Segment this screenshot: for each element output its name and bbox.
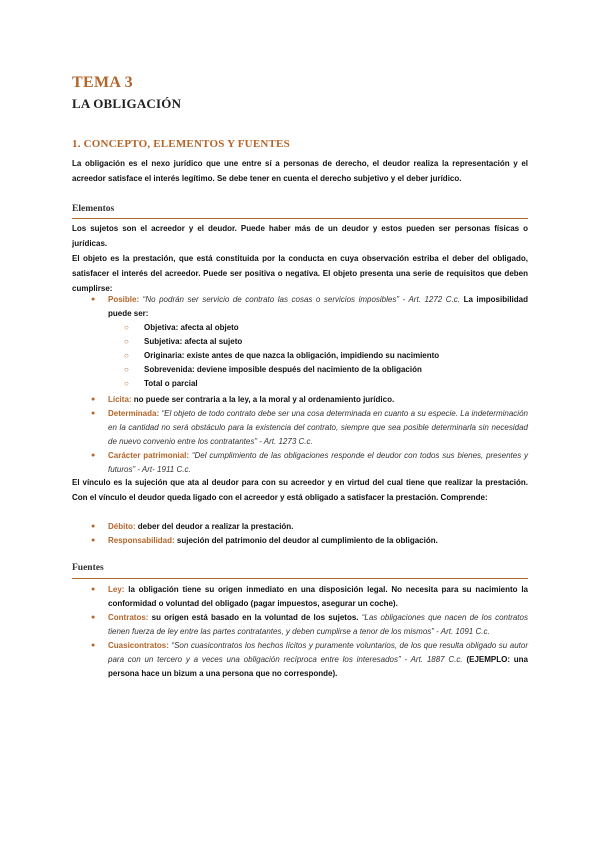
term-label: Carácter patrimonial: — [108, 451, 190, 460]
term-label: Responsabilidad: — [108, 536, 175, 545]
item-text: La imposibilidad puede ser: — [108, 295, 528, 318]
elementos-rule — [72, 218, 528, 219]
item-text: deber del deudor a realizar la prestación. — [137, 522, 294, 531]
sujetos-paragraph: Los sujetos son el acreedor y el deudor. Puede haber más de un deudor y estos pueden ser personas físicas o jurídicas. — [72, 224, 528, 248]
term-label: Contratos: — [108, 613, 149, 622]
item-text: sujeción del patrimonio del deudor al cumplimiento de la obligación. — [176, 536, 438, 545]
item-text: su origen está basado en la voluntad de los sujetos. — [151, 613, 359, 622]
sub-item: ○ Originaria: existe antes de que nazca la obligación, impidiendo su nacimiento — [144, 349, 528, 363]
chapter-title: LA OBLIGACIÓN — [72, 96, 182, 111]
list-item — [108, 520, 528, 534]
list-item — [108, 534, 528, 548]
quote-text: “Son cuasicontratos los hechos lícitos y puramente voluntarios, de los que resulta obligado su autor para con un tercero y a veces una obligación recíproca entre los interesados” - Art. 1887 C.c. — [108, 641, 528, 664]
list-item — [108, 639, 528, 681]
comprende-list — [108, 520, 528, 548]
sub-item: ○ Sobrevenida: deviene imposible después del nacimiento de la obligación — [144, 363, 528, 377]
chapter-number: TEMA 3 — [72, 74, 133, 91]
fuentes-rule — [72, 578, 528, 579]
term-label: Cuasicontratos: — [108, 641, 169, 650]
quote-text: “Del cumplimiento de las obligaciones responde el deudor con todos sus bienes, presentes y futuros” - Art- 1911 C.c. — [108, 451, 528, 474]
item-text: no puede ser contraria a la ley, a la moral y al ordenamiento jurídico. — [133, 395, 395, 404]
sub-item: ○ Objetiva: afecta al objeto — [144, 321, 528, 335]
list-item — [108, 293, 528, 391]
fuentes-heading: Fuentes — [72, 563, 104, 573]
list-item — [108, 583, 528, 611]
item-text: (EJEMPLO: una persona hace un bizum a una persona que no corresponde). — [108, 655, 529, 678]
sub-item: ○ Total o parcial — [144, 377, 528, 391]
list-item — [108, 407, 528, 449]
term-label: Posible: — [108, 295, 140, 304]
fuentes-list — [108, 583, 528, 681]
list-item — [108, 611, 528, 639]
elementos-heading: Elementos — [72, 204, 115, 214]
term-label: Lícita: — [108, 395, 132, 404]
list-item — [108, 449, 528, 477]
imposibilidad-sublist — [108, 321, 528, 391]
intro-paragraph: La obligación es el nexo jurídico que une entre sí a personas de derecho, el deudor realiza la representación y el acreedor satisface el interés legítimo. Se debe tener en cuenta el derecho subjetivo y el deber jurídico. — [72, 159, 528, 183]
quote-text: “No podrán ser servicio de contrato las cosas o servicios imposibles” - Art. 1272 C.c. — [142, 295, 461, 304]
vinculo-paragraph: El vínculo es la sujeción que ata al deudor para con su acreedor y en virtud del cual tiene que realizar la prestación. Con el vínculo el deudor queda ligado con el acreedor y está obligado a satisfacer la prestación. Comprende: — [72, 478, 528, 502]
quote-text: “Las obligaciones que nacen de los contratos tienen fuerza de ley entre las partes contratantes, y deben cumplirse a tenor de los mismos” - Art. 1091 C.c. — [108, 613, 528, 636]
objeto-paragraph: El objeto es la prestación, que está constituida por la conducta en cuya observación estriba el deber del obligado, satisfacer el interés del acreedor. Puede ser positiva o negativa. El objeto presenta una serie de requisitos que deben cumplirse: — [72, 254, 528, 293]
term-label: Ley: — [108, 585, 125, 594]
sub-item: ○ Subjetiva: afecta al sujeto — [144, 335, 528, 349]
section-heading: 1. CONCEPTO, ELEMENTOS Y FUENTES — [72, 138, 290, 150]
quote-text: “El objeto de todo contrato debe ser una cosa determinada en cuanto a su especie. La indeterminación en la cantidad no será obstáculo para la existencia del contrato, siempre que sea posible determinarla sin necesidad de nuevo convenio entre los contratantes” - Art. 1273 C.c. — [108, 409, 528, 446]
list-item — [108, 393, 528, 407]
term-label: Determinada: — [108, 409, 160, 418]
term-label: Débito: — [108, 522, 136, 531]
item-text: la obligación tiene su origen inmediato en una disposición legal. No necesita para su nacimiento la conformidad o voluntad del obligado (pagar impuestos, asegurar un coche). — [108, 585, 528, 608]
requisitos-list — [108, 293, 528, 477]
